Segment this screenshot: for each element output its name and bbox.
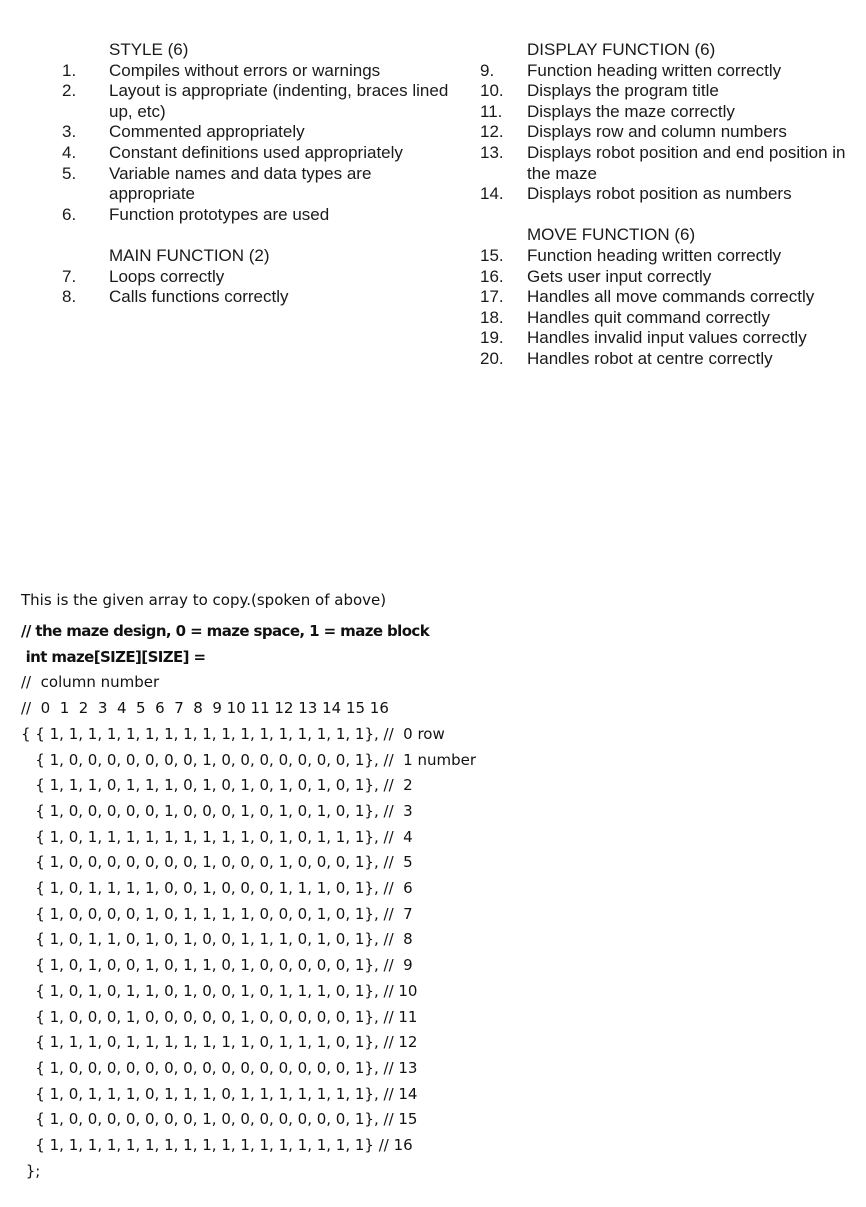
- code-line: { 1, 0, 1, 1, 1, 0, 1, 1, 1, 0, 1, 1, 1, 1, 1, 1, 1}, // 14: [21, 1084, 418, 1103]
- criteria-text: Commented appropriately: [109, 122, 305, 142]
- criteria-item: [62, 143, 462, 164]
- section-heading: MOVE FUNCTION (6): [527, 225, 696, 245]
- code-line: { 1, 0, 1, 1, 0, 1, 0, 1, 0, 0, 1, 1, 1, 0, 1, 0, 1}, // 8: [21, 930, 413, 949]
- section-gap: [480, 205, 860, 226]
- code-line: // the maze design, 0 = maze space, 1 = maze block: [21, 622, 430, 640]
- criteria-number: 7.: [62, 266, 77, 286]
- code-line: };: [21, 1161, 41, 1180]
- code-line: { 1, 0, 0, 0, 0, 0, 1, 0, 0, 0, 1, 0, 1, 0, 1, 0, 1}, // 3: [21, 801, 413, 820]
- code-line: { 1, 0, 1, 1, 1, 1, 1, 1, 1, 1, 1, 0, 1, 0, 1, 1, 1}, // 4: [21, 827, 413, 846]
- code-line: // 0 1 2 3 4 5 6 7 8 9 10 11 12 13 14 15 16: [21, 699, 389, 718]
- criteria-item: [62, 61, 462, 82]
- criteria-text: Constant definitions used appropriately: [109, 142, 403, 162]
- criteria-number: 3.: [62, 122, 77, 142]
- criteria-item: [62, 287, 462, 308]
- criteria-text: Function prototypes are used: [109, 204, 330, 224]
- code-line: { 1, 0, 0, 0, 1, 0, 0, 0, 0, 0, 1, 0, 0, 0, 0, 0, 1}, // 11: [21, 1007, 418, 1026]
- criteria-number: 4.: [62, 142, 77, 162]
- code-line: { { 1, 1, 1, 1, 1, 1, 1, 1, 1, 1, 1, 1, 1, 1, 1, 1, 1}, // 0 row: [21, 724, 445, 743]
- criteria-text: Calls functions correctly: [109, 287, 289, 307]
- code-line: { 1, 1, 1, 1, 1, 1, 1, 1, 1, 1, 1, 1, 1, 1, 1, 1, 1} // 16: [21, 1136, 413, 1155]
- criteria-text: Displays the program title: [527, 81, 719, 101]
- criteria-number: 1.: [62, 60, 77, 80]
- criteria-left-column: [62, 40, 462, 308]
- criteria-item: [480, 349, 860, 370]
- section-heading: STYLE (6): [109, 40, 189, 59]
- criteria-text: Function heading written correctly: [527, 60, 782, 80]
- criteria-number: 10.: [480, 81, 504, 101]
- code-line: { 1, 0, 0, 0, 0, 0, 0, 0, 1, 0, 0, 0, 0, 0, 0, 0, 1}, // 1 number: [21, 750, 477, 769]
- code-line: { 1, 0, 0, 0, 0, 0, 0, 0, 1, 0, 0, 0, 1, 0, 0, 0, 1}, // 5: [21, 853, 413, 872]
- code-line: int maze[SIZE][SIZE] =: [21, 647, 206, 666]
- code-line: { 1, 0, 1, 1, 1, 1, 0, 0, 1, 0, 0, 0, 1, 1, 1, 0, 1}, // 6: [21, 879, 413, 898]
- criteria-text: Handles robot at centre correctly: [527, 348, 773, 368]
- criteria-text: Compiles without errors or warnings: [109, 60, 381, 80]
- criteria-number: 17.: [480, 287, 504, 307]
- code-line: { 1, 0, 1, 0, 1, 1, 0, 1, 0, 0, 1, 0, 1, 1, 1, 0, 1}, // 10: [21, 981, 418, 1000]
- code-line: // column number: [21, 673, 160, 692]
- criteria-number: 16.: [480, 266, 504, 286]
- criteria-text: Function heading written correctly: [527, 245, 782, 265]
- code-line: { 1, 0, 0, 0, 0, 1, 0, 1, 1, 1, 1, 0, 0, 0, 1, 0, 1}, // 7: [21, 904, 413, 923]
- criteria-text: Handles invalid input values correctly: [527, 328, 807, 348]
- criteria-number: 18.: [480, 307, 504, 327]
- criteria-number: 13.: [480, 142, 504, 162]
- criteria-text: Handles quit command correctly: [527, 307, 770, 327]
- criteria-item: [480, 102, 860, 123]
- criteria-number: 11.: [480, 101, 503, 121]
- code-line: { 1, 0, 1, 0, 0, 1, 0, 1, 1, 0, 1, 0, 0, 0, 0, 0, 1}, // 9: [21, 956, 413, 975]
- criteria-number: 15.: [480, 245, 504, 265]
- criteria-item: [480, 143, 860, 184]
- criteria-number: 14.: [480, 184, 504, 204]
- criteria-text: Variable names and data types are appropriate: [109, 163, 372, 204]
- criteria-text: Layout is appropriate (indenting, braces lined up, etc): [109, 81, 449, 121]
- criteria-text: Loops correctly: [109, 266, 225, 286]
- criteria-right-column: [480, 40, 860, 370]
- criteria-number: 9.: [480, 60, 495, 80]
- criteria-item: [480, 61, 860, 82]
- criteria-text: Gets user input correctly: [527, 266, 712, 286]
- criteria-text: Displays the maze correctly: [527, 101, 735, 121]
- array-section: [21, 589, 851, 1184]
- criteria-item: [480, 81, 860, 102]
- criteria-item: [480, 287, 860, 308]
- criteria-number: 19.: [480, 328, 504, 348]
- criteria-item: [480, 246, 860, 267]
- criteria-number: 8.: [62, 287, 77, 307]
- criteria-item: [62, 164, 462, 205]
- criteria-number: 20.: [480, 348, 504, 368]
- criteria-item: [480, 122, 860, 143]
- criteria-text: Displays robot position and end position in the maze: [527, 142, 846, 183]
- code-line: { 1, 1, 1, 0, 1, 1, 1, 0, 1, 0, 1, 0, 1, 0, 1, 0, 1}, // 2: [21, 776, 413, 795]
- code-line: { 1, 0, 0, 0, 0, 0, 0, 0, 1, 0, 0, 0, 0, 0, 0, 0, 1}, // 15: [21, 1110, 418, 1129]
- criteria-text: Displays row and column numbers: [527, 122, 787, 142]
- code-block: [21, 619, 851, 1184]
- section-gap: [62, 225, 462, 246]
- criteria-item: [480, 328, 860, 349]
- code-line: { 1, 1, 1, 0, 1, 1, 1, 1, 1, 1, 1, 0, 1, 1, 1, 0, 1}, // 12: [21, 1033, 418, 1052]
- criteria-item: [62, 81, 462, 122]
- section-heading: DISPLAY FUNCTION (6): [527, 40, 716, 59]
- code-line: { 1, 0, 0, 0, 0, 0, 0, 0, 0, 0, 0, 0, 0, 0, 0, 0, 1}, // 13: [21, 1058, 418, 1077]
- criteria-item: [480, 308, 860, 329]
- criteria-item: [480, 184, 860, 205]
- criteria-item: [62, 205, 462, 226]
- criteria-number: 12.: [480, 122, 504, 142]
- criteria-item: [62, 267, 462, 288]
- criteria-item: [480, 267, 860, 288]
- criteria-number: 5.: [62, 163, 77, 183]
- section-heading: MAIN FUNCTION (2): [109, 245, 270, 265]
- criteria-item: [62, 122, 462, 143]
- criteria-text: Displays robot position as numbers: [527, 184, 792, 204]
- array-intro: This is the given array to copy.(spoken of above): [21, 591, 387, 609]
- criteria-text: Handles all move commands correctly: [527, 287, 815, 307]
- criteria-number: 2.: [62, 81, 77, 101]
- criteria-number: 6.: [62, 204, 77, 224]
